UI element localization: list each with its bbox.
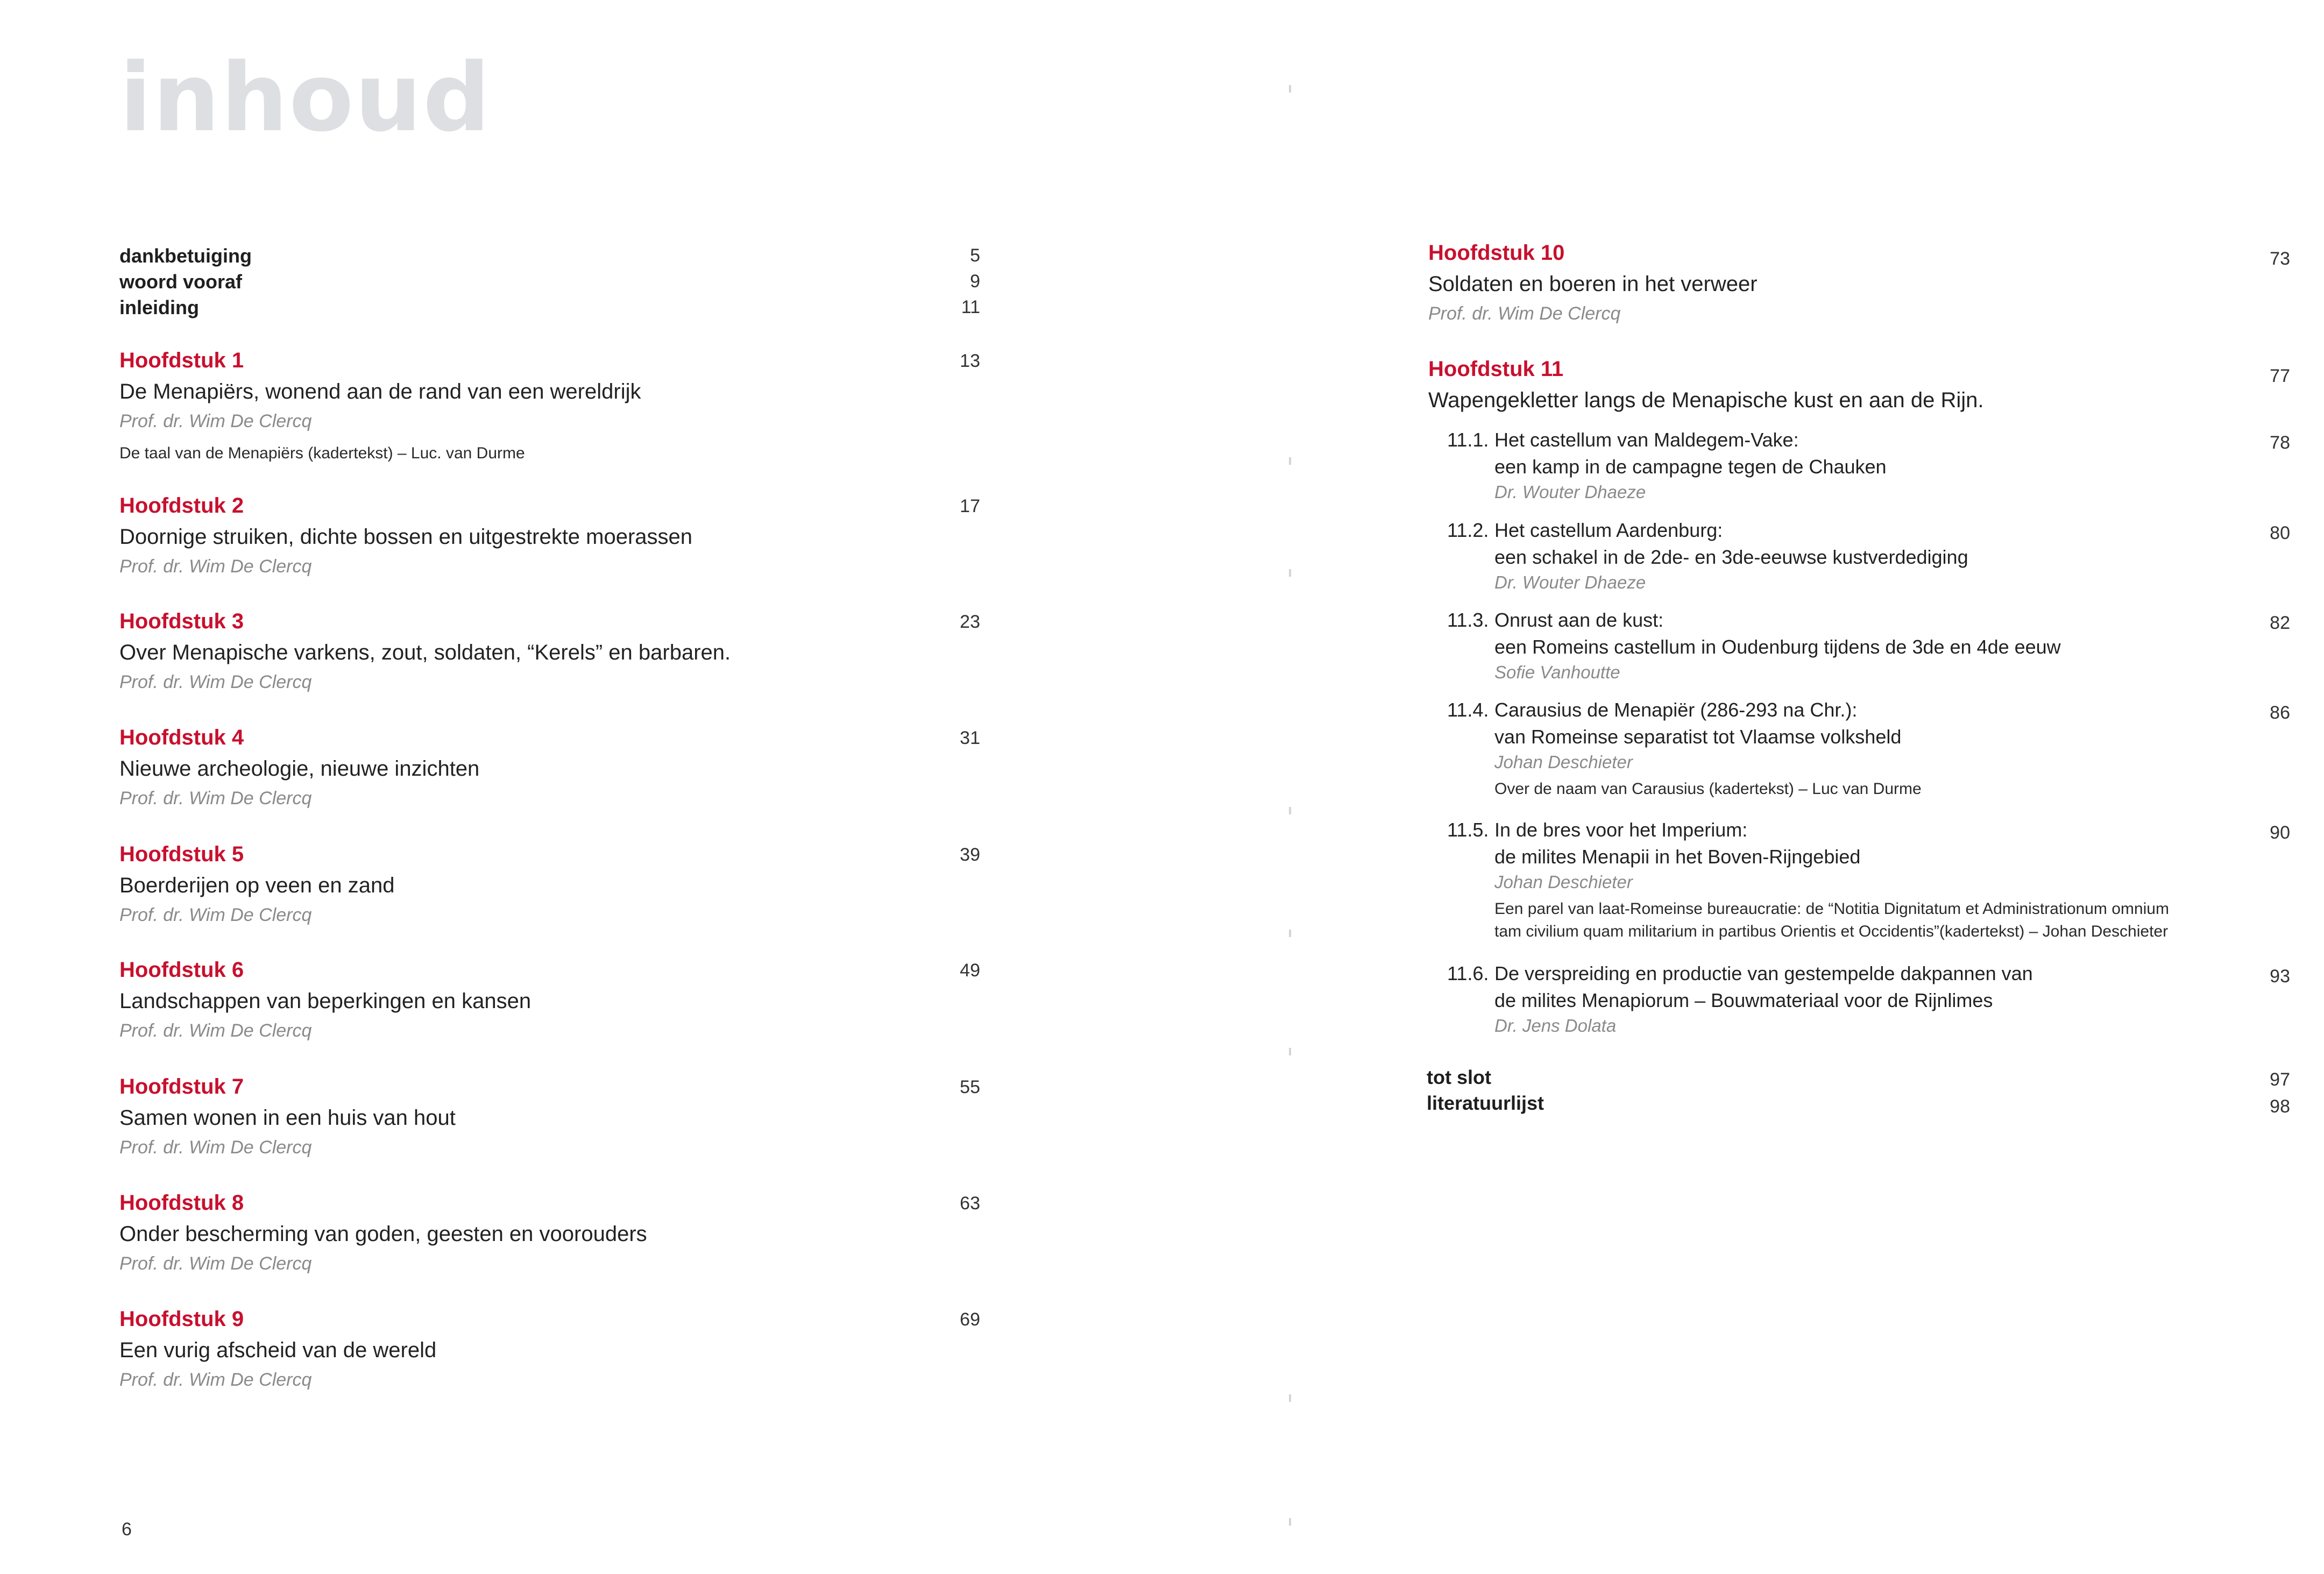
chapter-entry [119,495,980,581]
chapter-heading: Hoofdstuk 8 [119,1191,244,1215]
chapter-author: Prof. dr. Wim De Clercq [119,411,312,431]
page-number: 82 [2270,613,2290,633]
chapter-entry [1428,242,2290,328]
chapter-title: Samen wonen in een huis van hout [119,1106,456,1130]
section-number: 11.4. [1447,699,1489,721]
boxed-text-entry: tam civilium quam militarium in partibus Orientis et Occidentis”(kadertekst) – Johan Deschieter [1494,923,2169,940]
page-number: 11 [961,297,980,317]
section-number: 11.5. [1447,819,1489,841]
page-folio: 6 [122,1519,132,1540]
chapter-author: Prof. dr. Wim De Clercq [119,1253,312,1274]
chapter-author: Prof. dr. Wim De Clercq [119,1137,312,1158]
chapter-entry [119,1076,980,1162]
front-matter-label: woord vooraf [119,271,243,293]
back-matter-label: tot slot [1427,1066,1491,1088]
chapter-author: Prof. dr. Wim De Clercq [119,1020,312,1041]
chapter-author: Prof. dr. Wim De Clercq [119,788,312,809]
section-subtitle: de milites Menapiorum – Bouwmateriaal voor de Rijnlimes [1494,989,1993,1011]
section-subtitle: van Romeinse separatist tot Vlaamse volksheld [1494,726,1902,748]
chapter-title: Doornige struiken, dichte bossen en uitgestrekte moerassen [119,525,693,549]
page-number: 39 [960,845,980,865]
chapter-heading: Hoofdstuk 2 [119,494,244,517]
page-title: inhoud [119,44,492,153]
chapter-entry [119,611,980,697]
page-number: 13 [960,351,980,371]
boxed-text-entry: De taal van de Menapiërs (kadertekst) – Luc. van Durme [119,444,525,462]
chapter-title: Wapengekletter langs de Menapische kust en aan de Rijn. [1428,388,1984,412]
chapter-entry [119,350,980,468]
gutter-mark [1289,1394,1291,1402]
chapter-title: Onder bescherming van goden, geesten en voorouders [119,1222,647,1246]
gutter-mark [1289,569,1291,577]
chapter-title: Soldaten en boeren in het verweer [1428,272,1758,296]
chapter-title: Landschappen van beperkingen en kansen [119,989,532,1013]
section-author: Johan Deschieter [1494,872,1633,892]
chapter-entry [119,1192,980,1278]
chapter-heading: Hoofdstuk 4 [119,726,244,749]
chapter-title: Nieuwe archeologie, nieuwe inzichten [119,757,480,781]
section-number: 11.1. [1447,429,1489,451]
chapter-entry [1428,358,2290,417]
page-number: 55 [960,1077,980,1097]
front-matter-label: inleiding [119,296,199,318]
chapter-entry [119,1308,980,1394]
page-number: 90 [2270,823,2290,843]
chapter-heading: Hoofdstuk 11 [1428,357,1564,381]
chapter-author: Prof. dr. Wim De Clercq [119,1370,312,1390]
gutter-mark [1289,1048,1291,1055]
chapter-author: Prof. dr. Wim De Clercq [119,905,312,925]
page-number: 9 [970,271,980,292]
chapter-heading: Hoofdstuk 1 [119,349,244,372]
chapter-heading: Hoofdstuk 3 [119,609,244,633]
section-subtitle: een kamp in de campagne tegen de Chauken [1494,456,1887,478]
page-number: 86 [2270,703,2290,723]
section-entry [1447,820,2290,947]
page-number: 17 [960,496,980,516]
section-author: Dr. Wouter Dhaeze [1494,572,1646,592]
chapter-author: Prof. dr. Wim De Clercq [1428,303,1621,324]
page-number: 97 [2270,1069,2290,1090]
page-number: 31 [960,728,980,748]
chapter-heading: Hoofdstuk 7 [119,1075,244,1098]
page-number: 5 [970,245,980,266]
section-author: Dr. Wouter Dhaeze [1494,482,1646,502]
gutter-mark [1289,457,1291,465]
chapter-heading: Hoofdstuk 10 [1428,241,1565,265]
front-matter-item [119,298,980,320]
boxed-text-entry: Een parel van laat-Romeinse bureaucratie: de “Notitia Dignitatum et Administrationum omnium [1494,900,2169,918]
section-author: Dr. Jens Dolata [1494,1016,1617,1036]
gutter-mark [1289,1518,1291,1526]
front-matter-item [119,272,980,294]
gutter-mark [1289,807,1291,814]
chapter-title: Boerderijen op veen en zand [119,874,395,897]
section-title: In de bres voor het Imperium: [1494,819,1748,841]
front-matter-label: dankbetuiging [119,245,252,267]
section-title: Onrust aan de kust: [1494,609,1664,631]
section-subtitle: de milites Menapii in het Boven-Rijngebied [1494,846,1861,868]
section-entry [1447,521,2290,596]
gutter-mark [1289,85,1291,93]
chapter-entry [119,843,980,930]
section-title: Het castellum Aardenburg: [1494,519,1723,541]
page-number: 98 [2270,1096,2290,1117]
section-number: 11.6. [1447,962,1489,984]
section-entry [1447,964,2290,1039]
chapter-heading: Hoofdstuk 6 [119,958,244,982]
chapter-heading: Hoofdstuk 9 [119,1307,244,1331]
front-matter-item [119,246,980,268]
chapter-entry [119,959,980,1045]
boxed-text-entry: Over de naam van Carausius (kadertekst) – Luc van Durme [1494,780,1922,798]
section-entry [1447,700,2290,803]
page-number: 69 [960,1309,980,1330]
page-number: 63 [960,1193,980,1214]
page-number: 23 [960,612,980,632]
section-author: Sofie Vanhoutte [1494,662,1620,682]
section-entry [1447,430,2290,506]
section-number: 11.3. [1447,609,1489,631]
chapter-title: Over Menapische varkens, zout, soldaten, “Kerels” en barbaren. [119,641,731,664]
page-number: 78 [2270,433,2290,453]
section-author: Johan Deschieter [1494,752,1633,772]
section-entry [1447,611,2290,686]
chapter-author: Prof. dr. Wim De Clercq [119,672,312,692]
page-number: 80 [2270,523,2290,543]
section-title: De verspreiding en productie van gestempelde dakpannen van [1494,962,2033,984]
page-number: 73 [2270,249,2290,269]
page-number: 93 [2270,966,2290,987]
section-subtitle: een schakel in de 2de- en 3de-eeuwse kustverdediging [1494,546,1968,568]
section-title: Het castellum van Maldegem-Vake: [1494,429,1799,451]
page-number: 77 [2270,366,2290,386]
page-number: 49 [960,960,980,981]
section-title: Carausius de Menapiër (286-293 na Chr.): [1494,699,1858,721]
chapter-author: Prof. dr. Wim De Clercq [119,556,312,577]
gutter-mark [1289,930,1291,937]
back-matter-label: literatuurlijst [1427,1092,1544,1114]
section-number: 11.2. [1447,519,1489,541]
chapter-entry [119,727,980,813]
chapter-heading: Hoofdstuk 5 [119,842,244,866]
chapter-title: De Menapiërs, wonend aan de rand van een wereldrijk [119,380,641,403]
chapter-title: Een vurig afscheid van de wereld [119,1338,437,1362]
section-subtitle: een Romeins castellum in Oudenburg tijdens de 3de en 4de eeuw [1494,636,2061,658]
